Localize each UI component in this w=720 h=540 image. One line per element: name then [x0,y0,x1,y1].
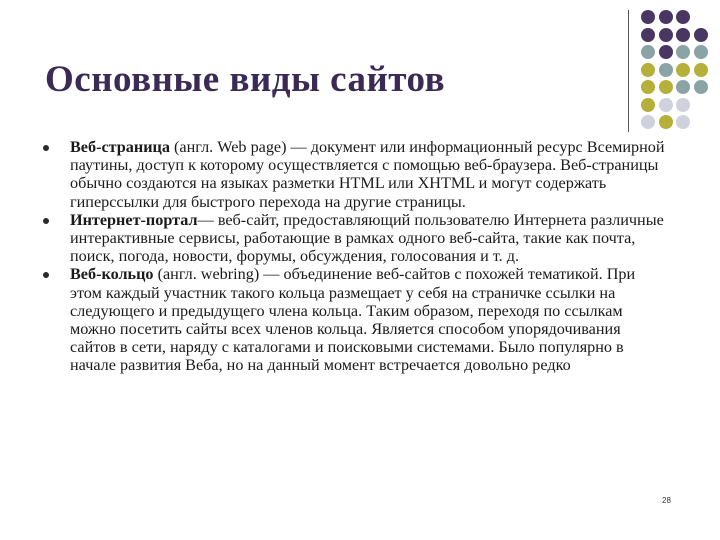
title-divider-line [628,10,629,132]
decorative-dot [676,45,690,59]
decorative-dot [694,28,708,42]
decorative-dot [659,28,673,42]
decorative-dot [641,10,655,24]
decorative-dot [641,28,655,42]
decorative-dot [641,98,655,112]
decorative-dot [676,10,690,24]
decorative-dot [659,45,673,59]
decorative-dot [641,63,655,77]
decorative-dot-grid [641,10,720,132]
list-item-internet-portal [40,211,670,266]
decorative-dot [659,80,673,94]
bullet-icon [43,272,49,278]
decorative-dot [676,80,690,94]
slide-title: Основные виды сайтов [45,59,446,100]
decorative-dot [676,98,690,112]
decorative-dot [641,45,655,59]
term-web-page: Веб-страница [70,138,170,156]
decorative-dot [641,115,655,129]
decorative-dot [694,45,708,59]
bullet-icon [43,218,49,224]
decorative-dot [641,80,655,94]
definition-web-page: (англ. Web page) — документ или информационный ресурс Всемирной паутины, доступ к которому осуществляется с помощью веб-браузера. Веб-страницы обычно создаются на языках разметки HTML или XHTML и могут содержать гиперссылки для быстрого перехода на другие страницы. [70,138,665,211]
decorative-dot [659,10,673,24]
decorative-dot [676,115,690,129]
term-webring: Веб-кольцо [70,265,154,284]
decorative-dot [676,28,690,42]
list-item-webring [40,265,670,374]
list-item-web-page [40,138,670,211]
decorative-dot [659,98,673,112]
decorative-dot [659,63,673,77]
bullet-list [40,138,670,375]
page-number: 28 [662,496,671,505]
decorative-dot [659,115,673,129]
bullet-icon [43,145,49,151]
term-internet-portal: Интернет-портал [70,210,198,229]
definition-internet-portal: — веб-сайт, предоставляющий пользователю Интернета различные интерактивные сервисы, работающие в рамках одного веб-сайта, такие как почта, поиск, погода, новости, форумы, обсуждения, голосования и т. д. [70,210,664,266]
decorative-dot [694,63,708,77]
definition-webring: (англ. webring) — объединение веб-сайтов с похожей тематикой. При этом каждый участник такого кольца размещает у себя на страничке ссылки на следующего и предыдущего члена кольца. Таким образом, переходя по ссылкам можно посетить сайты всех членов кольца. Является способом упорядочивания сайтов в сети, наряду с каталогами и поисковыми системами. Было популярно в начале развития Веба, но на данный момент встречается довольно редко [70,265,636,375]
decorative-dot [694,80,708,94]
decorative-dot [676,63,690,77]
